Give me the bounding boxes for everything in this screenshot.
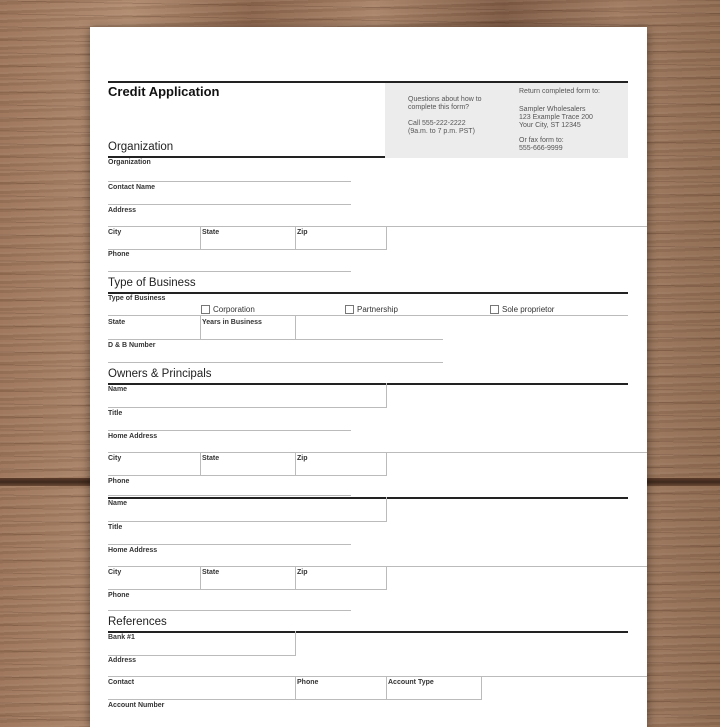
owner1-title-field[interactable] [108,430,351,431]
form-title: Credit Application [108,84,220,99]
business-state-label: State [108,319,126,326]
org-address-label: Address [108,207,137,214]
owner1-zip-label: Zip [297,455,308,462]
owner2-state-label: State [202,569,220,576]
info-phone: Call 555-222-2222 (9a.m. to 7 p.m. PST) [408,120,475,135]
business-type-label: Type of Business [108,295,166,302]
owner1-name-field[interactable] [108,407,387,408]
section-references: References [108,616,167,628]
years-in-business-label: Years in Business [202,319,262,326]
owner2-title-field[interactable] [108,544,351,545]
business-rule [108,292,628,294]
ref-account-number-label: Account Number [108,702,165,709]
owner2-name-field[interactable] [108,521,387,522]
bank1-label: Bank #1 [108,634,135,641]
owner1-name-label: Name [108,386,128,393]
owner2-home-address-label: Home Address [108,547,158,554]
section-owners-principals: Owners & Principals [108,368,212,380]
owner1-home-address-field[interactable] [108,452,647,453]
owner1-city-state-zip-field[interactable] [108,475,387,476]
references-rule [108,631,628,633]
org-name-field[interactable] [108,181,351,182]
ref-address-label: Address [108,657,137,664]
info-fax: Or fax form to: 555-666-9999 [519,137,564,152]
org-rule [108,156,385,158]
ref-contact-label: Contact [108,679,135,686]
info-question: Questions about how to complete this form? [408,96,482,111]
corporation-option: Corporation [213,305,255,314]
org-phone-label: Phone [108,251,130,258]
owner2-phone-label: Phone [108,592,130,599]
corporation-checkbox[interactable] [201,305,210,314]
owner1-title-label: Title [108,410,123,417]
owner2-zip-label: Zip [297,569,308,576]
org-phone-field[interactable] [108,271,351,272]
owner2-phone-field[interactable] [108,610,351,611]
sole-proprietor-checkbox[interactable] [490,305,499,314]
contact-name-label: Contact Name [108,184,156,191]
owner1-phone-label: Phone [108,478,130,485]
owner2-title-label: Title [108,524,123,531]
owner1-phone-field[interactable] [108,495,351,496]
partnership-option: Partnership [357,305,398,314]
info-return-intro: Return completed form to: [519,88,600,95]
partnership-checkbox[interactable] [345,305,354,314]
duns-number-label: D & B Number [108,342,156,349]
owner2-name-label: Name [108,500,128,507]
owner2-city-state-zip-field[interactable] [108,589,387,590]
duns-number-field[interactable] [108,362,443,363]
org-address-field[interactable] [108,226,647,227]
bank1-field[interactable] [108,655,296,656]
owner1-state-label: State [202,455,220,462]
ref-phone-label: Phone [297,679,319,686]
credit-application-page [90,27,647,727]
section-organization: Organization [108,141,174,153]
info-return-address: Sampler Wholesalers 123 Example Trace 200 Your City, ST 12345 [519,106,593,129]
ref-account-type-label: Account Type [388,679,434,686]
owner2-city-label: City [108,569,122,576]
owner1-city-label: City [108,455,122,462]
owner1-home-address-label: Home Address [108,433,158,440]
contact-name-field[interactable] [108,204,351,205]
org-zip-label: Zip [297,229,308,236]
sole-proprietor-option: Sole proprietor [502,305,555,314]
section-type-of-business: Type of Business [108,277,196,289]
ref-address-field[interactable] [108,676,647,677]
org-name-label: Organization [108,159,151,166]
org-city-label: City [108,229,122,236]
ref-contact-phone-type-field[interactable] [108,699,482,700]
org-state-label: State [202,229,220,236]
org-city-state-zip-field[interactable] [108,249,387,250]
owner2-home-address-field[interactable] [108,566,647,567]
owner2-rule [108,497,628,499]
state-years-field[interactable] [108,339,443,340]
owners-rule [108,383,628,385]
